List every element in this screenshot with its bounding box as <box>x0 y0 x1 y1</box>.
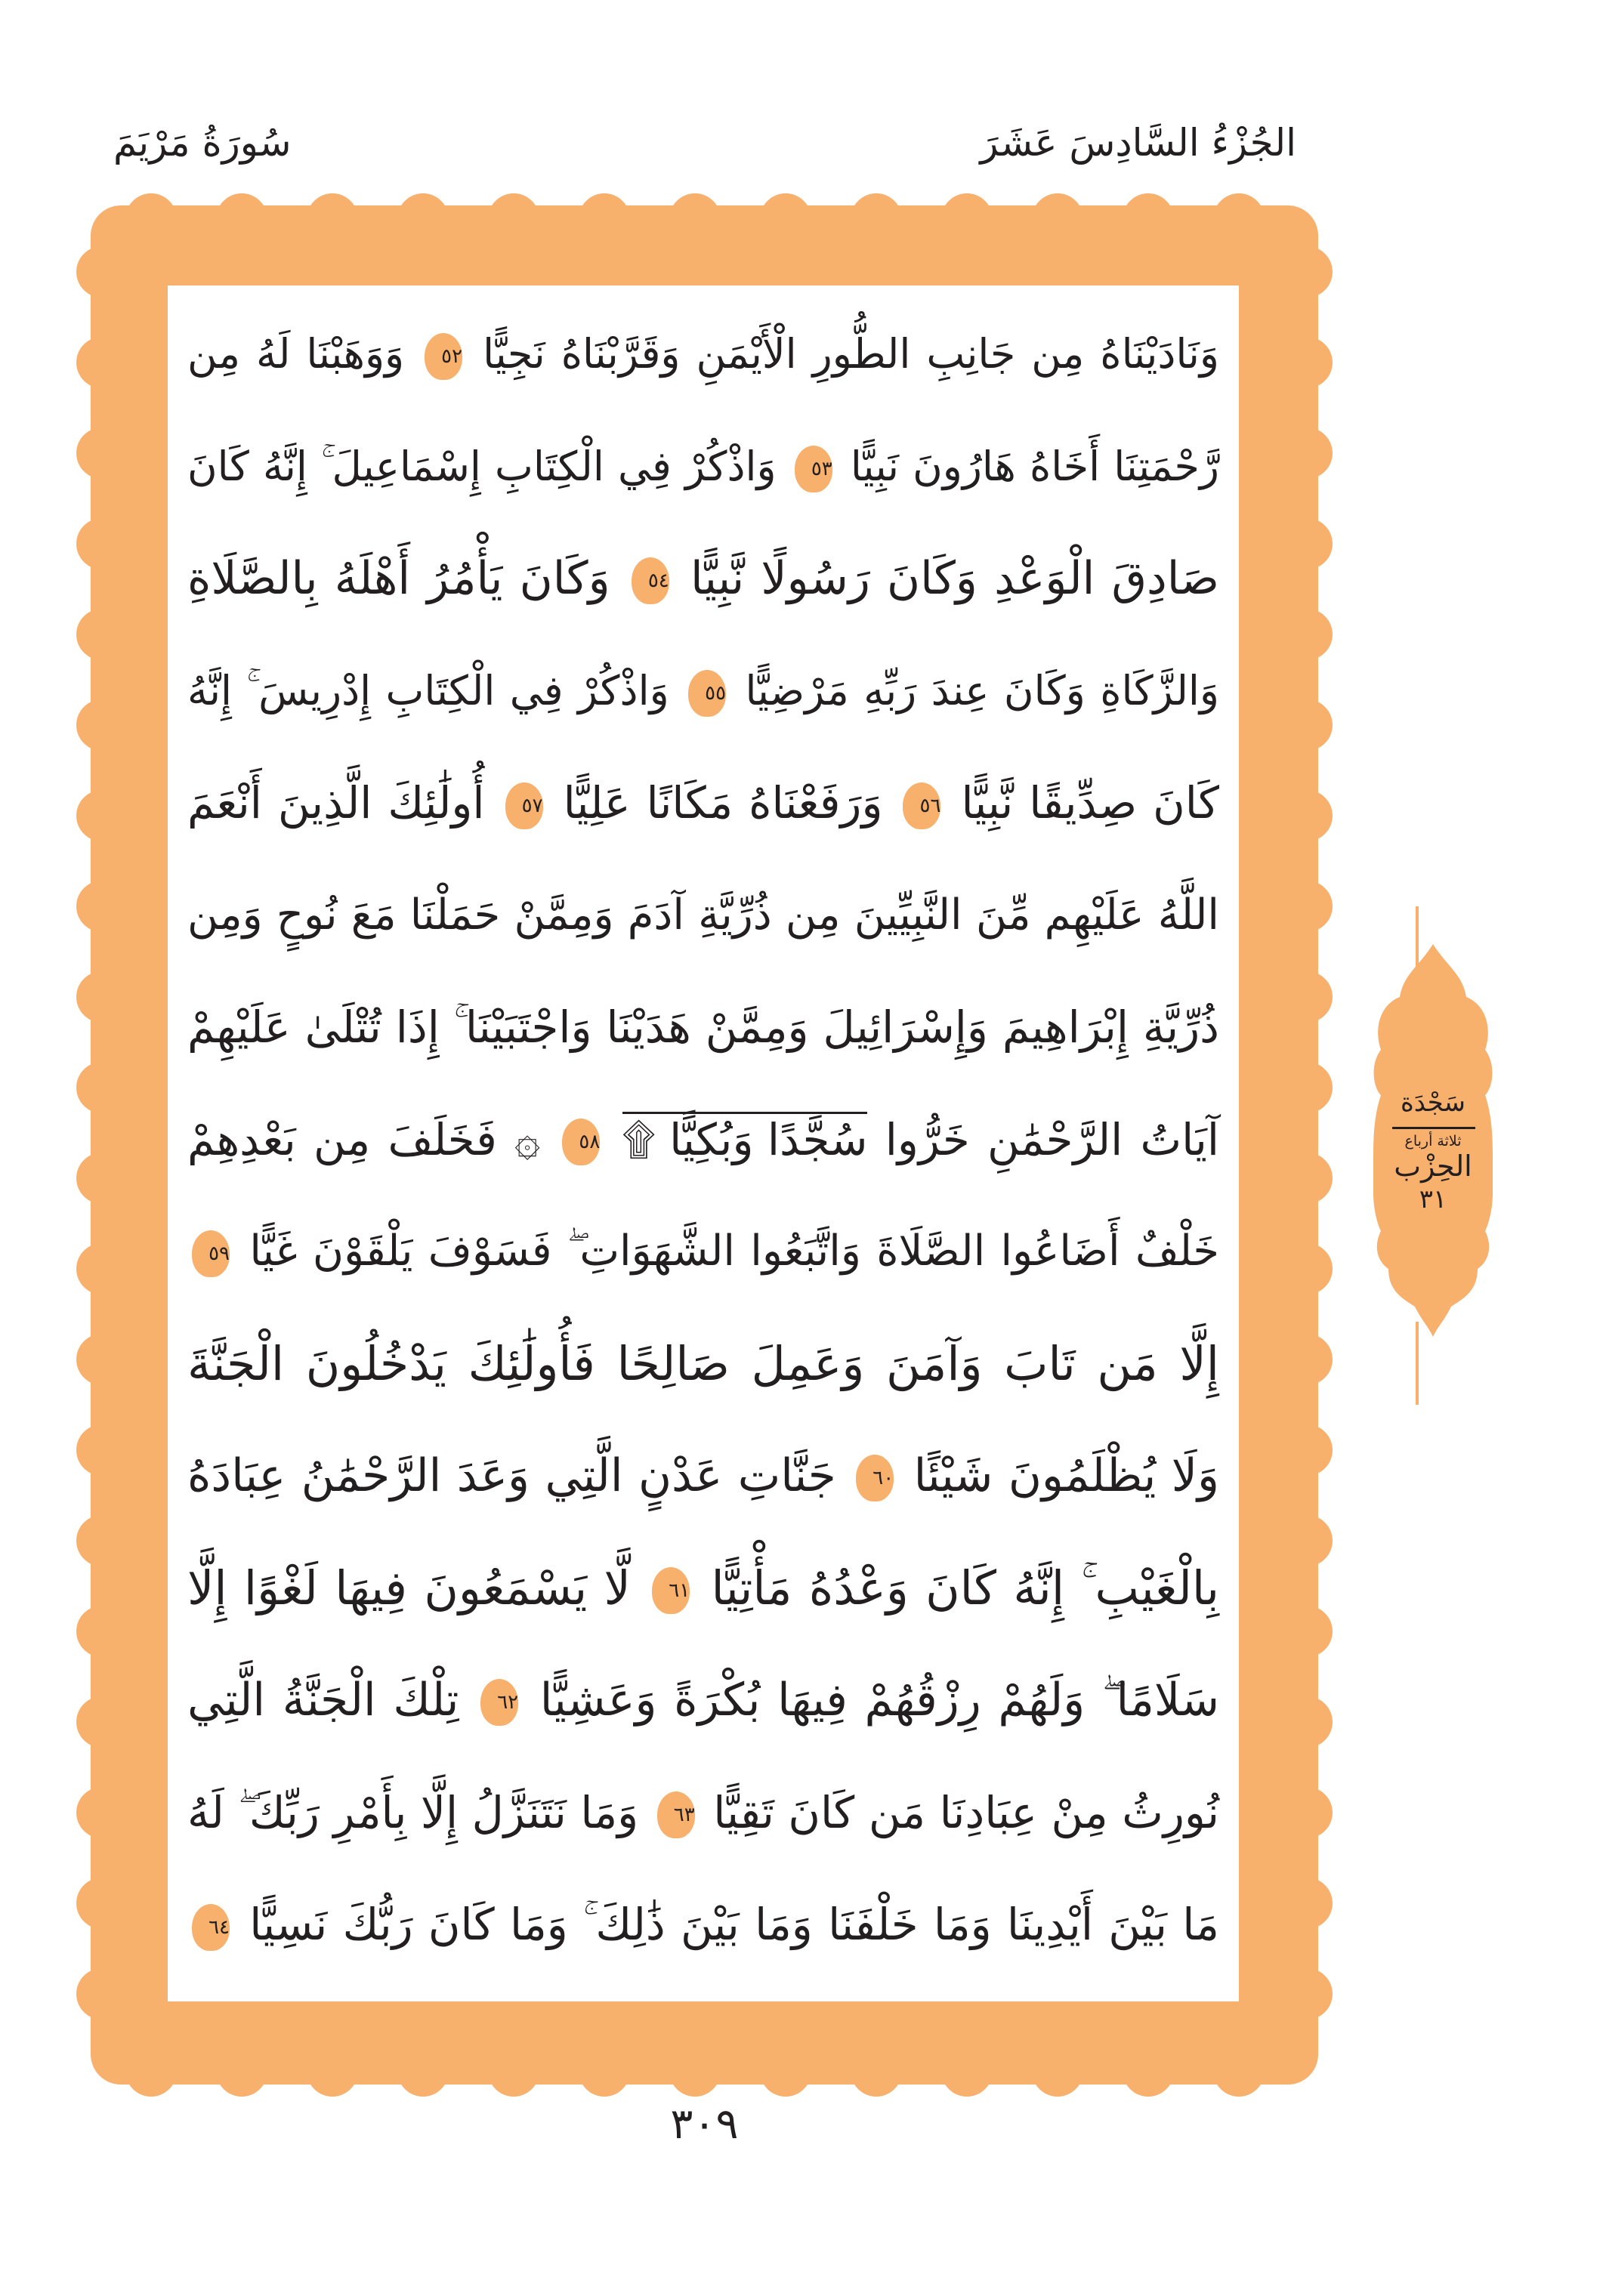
frame-scallop <box>1123 193 1174 245</box>
text-line <box>187 523 1219 635</box>
page-number: ٣٠٩ <box>670 2100 739 2149</box>
verse-text: أُولَٰئِكَ الَّذِينَ أَنْعَمَ <box>187 777 485 829</box>
frame-scallop <box>760 2045 811 2097</box>
frame-scallop <box>1281 1424 1333 1476</box>
verse-text: إِلَّا مَن تَابَ وَآمَنَ وَعَمِلَ صَالِحًا فَأُولَٰئِكَ يَدْخُلُونَ الْجَنَّةَ <box>187 1335 1219 1391</box>
text-line <box>187 411 1219 523</box>
frame-scallop <box>76 1062 128 1113</box>
frame-scallop <box>1281 1062 1333 1113</box>
ayah-number-marker: ٦١ <box>652 1567 690 1614</box>
frame-scallop <box>76 881 128 932</box>
ayah-number-marker: ٥٩ <box>192 1230 230 1277</box>
verse-text: وَمَا نَتَنَزَّلُ إِلَّا بِأَمْرِ رَبِّكَ ۖ لَهُ <box>187 1786 639 1838</box>
text-line <box>187 1084 1219 1196</box>
frame-scallop <box>1281 1696 1333 1748</box>
frame-scallop <box>76 1878 128 1929</box>
marker-divider <box>1392 1127 1475 1129</box>
frame-scallop <box>76 337 128 388</box>
frame-scallop <box>1123 2045 1174 2097</box>
frame-scallop <box>1281 1787 1333 1838</box>
frame-scallop <box>76 971 128 1023</box>
frame-scallop <box>76 246 128 298</box>
verse-text: وَوَهَبْنَا لَهُ مِن <box>187 330 405 378</box>
verse-text: وَاذْكُرْ فِي الْكِتَابِ إِدْرِيسَ ۚ إِنَّهُ <box>187 666 669 714</box>
frame-scallop <box>397 2045 449 2097</box>
frame-scallop <box>76 1696 128 1748</box>
frame-scallop <box>307 2045 358 2097</box>
frame-scallop <box>76 1153 128 1204</box>
ayah-number-marker: ٥٢ <box>425 333 462 380</box>
frame-scallop <box>1281 1515 1333 1566</box>
verse-text: وَكَانَ يَأْمُرُ أَهْلَهُ بِالصَّلَاةِ <box>187 552 610 605</box>
frame-scallop <box>1281 518 1333 569</box>
ayah-number-marker: ٦٢ <box>480 1679 518 1726</box>
text-line <box>187 1644 1219 1757</box>
ayah-number-marker: ٥٤ <box>632 557 669 604</box>
frame-scallop <box>1213 2045 1265 2097</box>
quran-text <box>187 298 1219 1981</box>
surah-title: سُورَةُ مَرْيَمَ <box>113 121 292 165</box>
juz-title: الجُزْءُ السَّادِسَ عَشَرَ <box>980 121 1296 165</box>
text-line <box>187 1420 1219 1532</box>
frame-scallop <box>1281 609 1333 660</box>
frame-scallop <box>1032 193 1083 245</box>
quarter-label: ثلاثة أرباع <box>1404 1133 1462 1150</box>
text-line <box>187 747 1219 859</box>
verse-text: اللَّهُ عَلَيْهِم مِّنَ النَّبِيِّينَ مِن ذُرِّيَّةِ آدَمَ وَمِمَّنْ حَمَلْنَا مَعَ نُوحٍ وَمِن <box>187 890 1219 940</box>
ayah-number-marker: ٦٤ <box>192 1904 230 1951</box>
ayah-number-marker: ٥٨ <box>562 1119 600 1165</box>
verse-text: مَا بَيْنَ أَيْدِينَا وَمَا خَلْفَنَا وَمَا بَيْنَ ذَٰلِكَ ۚ وَمَا كَانَ رَبُّكَ نَسِيًّا <box>249 1899 1220 1950</box>
frame-scallop <box>941 2045 993 2097</box>
frame-scallop <box>76 609 128 660</box>
verse-text: بِالْغَيْبِ ۚ إِنَّهُ كَانَ وَعْدُهُ مَأْتِيًّا <box>711 1560 1219 1616</box>
frame-scallop <box>851 193 902 245</box>
verse-text: نُورِثُ مِنْ عِبَادِنَا مَن كَانَ تَقِيًّا <box>713 1786 1219 1838</box>
frame-scallop <box>669 193 721 245</box>
text-line <box>187 1196 1219 1308</box>
frame-scallop <box>1281 1968 1333 2020</box>
ayah-number-marker: ٦٣ <box>657 1791 695 1838</box>
frame-scallop <box>1281 1606 1333 1657</box>
verse-text: خَلْفٌ أَضَاعُوا الصَّلَاةَ وَاتَّبَعُوا الشَّهَوَاتِ ۖ فَسَوْفَ يَلْقَوْنَ غَيًّا <box>249 1227 1219 1276</box>
text-line <box>187 1757 1219 1869</box>
frame-scallop <box>1281 881 1333 932</box>
frame-scallop <box>488 2045 539 2097</box>
frame-scallop <box>76 1334 128 1385</box>
frame-scallop <box>307 193 358 245</box>
frame-scallop <box>851 2045 902 2097</box>
ayah-number-marker: ٥٦ <box>903 782 940 829</box>
hizb-number: ٣١ <box>1419 1184 1447 1214</box>
ayah-number-marker: ٥٣ <box>795 446 832 492</box>
frame-scallop <box>216 2045 267 2097</box>
verse-text: وَاذْكُرْ فِي الْكِتَابِ إِسْمَاعِيلَ ۚ إِنَّهُ كَانَ <box>187 442 777 490</box>
frame-scallop <box>76 1606 128 1657</box>
frame-scallop <box>579 2045 630 2097</box>
frame-scallop <box>1281 971 1333 1023</box>
verse-text: رَّحْمَتِنَا أَخَاهُ هَارُونَ نَبِيًّا <box>850 442 1219 490</box>
text-line <box>187 298 1219 411</box>
verse-text: صَادِقَ الْوَعْدِ وَكَانَ رَسُولًا نَّبِيًّا <box>690 552 1220 605</box>
frame-scallop <box>76 1787 128 1838</box>
verse-text: لَّا يَسْمَعُونَ فِيهَا لَغْوًا إِلَّا <box>187 1560 631 1616</box>
frame-scallop <box>1281 1243 1333 1295</box>
frame-scallop <box>1281 246 1333 298</box>
frame-scallop <box>1281 1878 1333 1929</box>
frame-scallop <box>76 518 128 569</box>
frame-scallop <box>488 193 539 245</box>
frame-scallop <box>941 193 993 245</box>
verse-text: ۞ فَخَلَفَ مِن بَعْدِهِمْ <box>187 1113 541 1165</box>
frame-scallop <box>1032 2045 1083 2097</box>
text-line <box>187 635 1219 748</box>
hizb-label: الحِزْب <box>1394 1150 1472 1183</box>
verse-text: كَانَ صِدِّيقًا نَّبِيًّا <box>961 777 1220 829</box>
frame-scallop <box>1281 337 1333 388</box>
frame-scallop <box>125 2045 177 2097</box>
frame-scallop <box>76 1424 128 1476</box>
verse-text: وَالزَّكَاةِ وَكَانَ عِندَ رَبِّهِ مَرْضِيًّا <box>745 666 1219 714</box>
frame-scallop <box>76 427 128 479</box>
frame-scallop <box>216 193 267 245</box>
frame-scallop <box>579 193 630 245</box>
verse-text: وَلَا يُظْلَمُونَ شَيْئًا <box>913 1449 1219 1502</box>
frame-scallop <box>125 193 177 245</box>
frame-scallop <box>1281 790 1333 841</box>
ayah-number-marker: ٥٥ <box>688 670 726 717</box>
frame-scallop <box>1213 193 1265 245</box>
verse-text: آيَاتُ الرَّحْمَٰنِ خَرُّوا <box>885 1113 1220 1165</box>
sajda-overlined-text: سُجَّدًا وَبُكِيًّا ۩ <box>622 1112 868 1167</box>
sajda-label: سَجْدَة <box>1400 1088 1466 1118</box>
frame-scallop <box>1281 427 1333 479</box>
verse-text: وَرَفَعْنَاهُ مَكَانًا عَلِيًّا <box>563 777 883 829</box>
text-line <box>187 1869 1219 1981</box>
ayah-number-marker: ٦٠ <box>856 1455 894 1501</box>
verse-text: سَلَامًا ۖ وَلَهُمْ رِزْقُهُمْ فِيهَا بُكْرَةً وَعَشِيًّا <box>539 1674 1219 1727</box>
ayah-number-marker: ٥٧ <box>505 782 543 829</box>
frame-scallop <box>76 1968 128 2020</box>
text-line <box>187 971 1219 1084</box>
frame-scallop <box>397 193 449 245</box>
frame-scallop <box>1281 699 1333 751</box>
frame-scallop <box>76 1515 128 1566</box>
frame-scallop <box>76 699 128 751</box>
text-line <box>187 1532 1219 1645</box>
frame-scallop <box>760 193 811 245</box>
frame-scallop <box>1281 1334 1333 1385</box>
verse-text: وَنَادَيْنَاهُ مِن جَانِبِ الطُّورِ الْأَيْمَنِ وَقَرَّبْنَاهُ نَجِيًّا <box>483 330 1219 378</box>
verse-text: جَنَّاتِ عَدْنٍ الَّتِي وَعَدَ الرَّحْمَٰنُ عِبَادَهُ <box>187 1449 836 1502</box>
frame-scallop <box>1281 1153 1333 1204</box>
frame-scallop <box>76 790 128 841</box>
text-line <box>187 859 1219 972</box>
text-line <box>187 1308 1219 1421</box>
frame-scallop <box>76 1243 128 1295</box>
verse-text: ذُرِّيَّةِ إِبْرَاهِيمَ وَإِسْرَائِيلَ وَمِمَّنْ هَدَيْنَا وَاجْتَبَيْنَا ۚ إِذَا تُتْلَىٰ عَلَيْهِمْ <box>187 1001 1219 1053</box>
verse-text: تِلْكَ الْجَنَّةُ الَّتِي <box>187 1674 459 1727</box>
frame-scallop <box>669 2045 721 2097</box>
